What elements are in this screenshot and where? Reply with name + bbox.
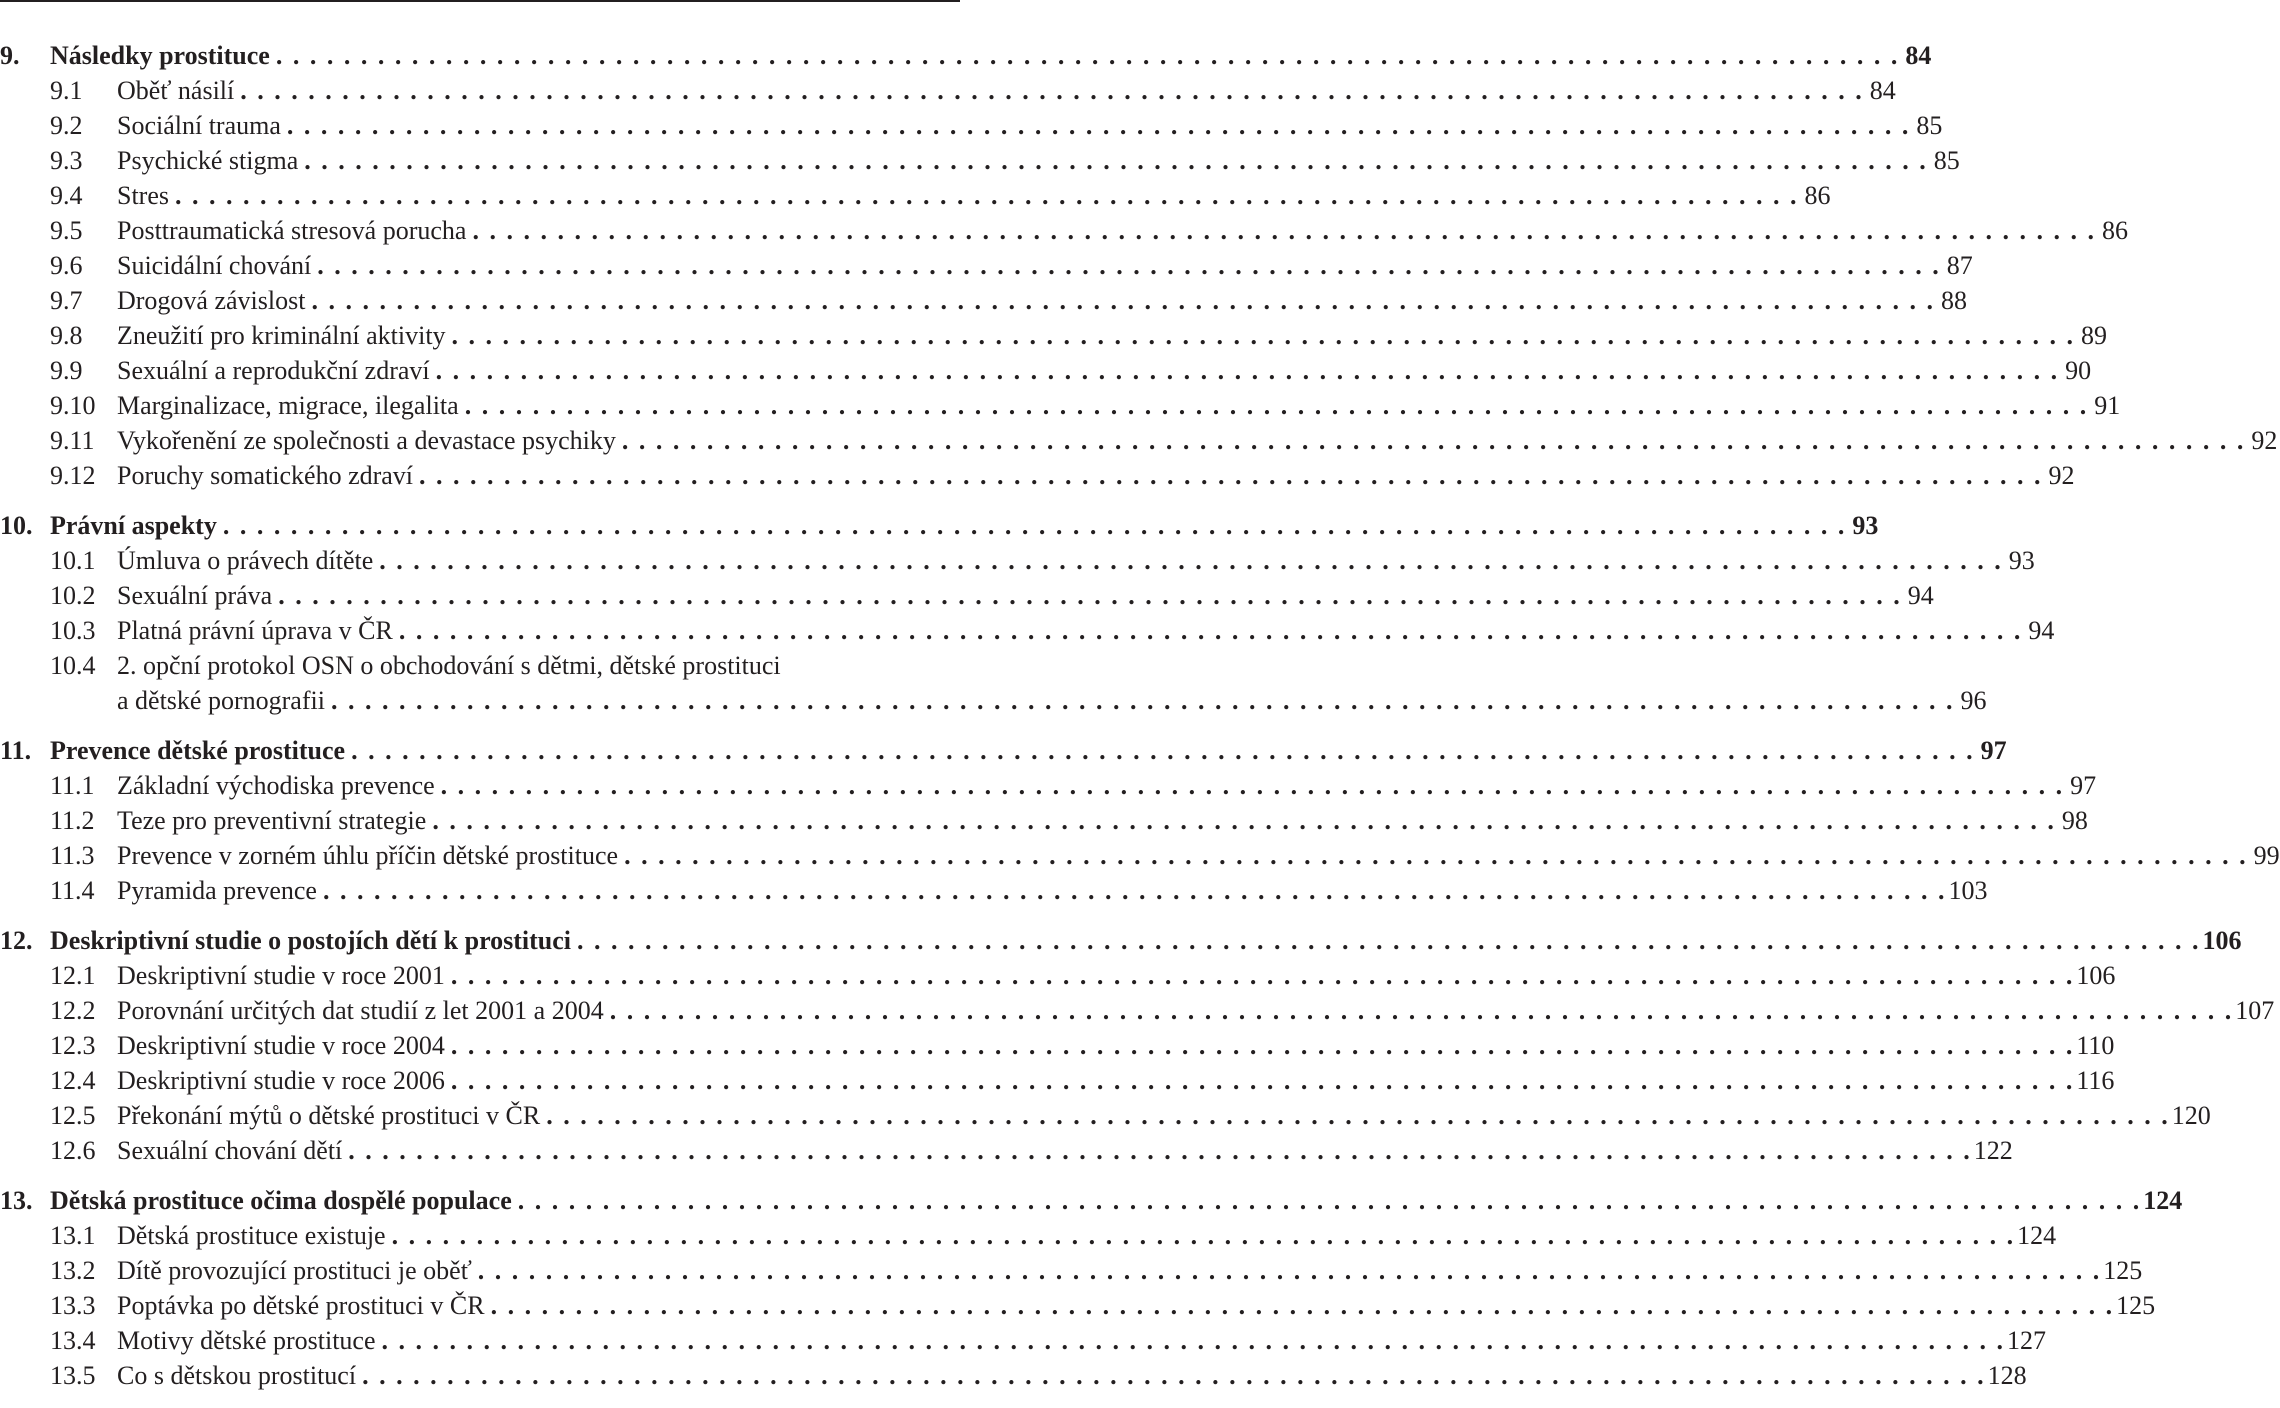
chapter-page-number: 93 [1852, 511, 1879, 540]
chapter-page-number: 124 [2143, 1186, 2183, 1215]
toc-entry[interactable] [0, 248, 1973, 283]
entry-number: 12.4 [50, 1066, 96, 1095]
toc-chapter [0, 733, 2280, 908]
toc-chapter-heading[interactable] [0, 38, 1932, 73]
entry-title: Zneužití pro kriminální aktivity [117, 321, 446, 350]
entry-page-number: 91 [2094, 391, 2121, 420]
entry-page-number: 87 [1946, 251, 1973, 280]
entry-number: 9.11 [50, 426, 95, 455]
toc-entry[interactable] [0, 318, 2108, 353]
entry-number: 12.6 [50, 1136, 96, 1165]
entry-page-number: 98 [2061, 806, 2088, 835]
toc-entry[interactable] [0, 613, 2055, 648]
dot-leader [451, 1028, 2073, 1063]
toc-entry[interactable] [0, 1288, 2156, 1323]
toc-entry[interactable] [0, 73, 1896, 108]
entry-number: 9.7 [50, 286, 83, 315]
toc-entry[interactable] [0, 648, 952, 683]
entry-number: 13.1 [50, 1221, 96, 1250]
dot-leader [441, 768, 2063, 803]
dot-leader [419, 458, 2041, 493]
entry-number: 9.3 [50, 146, 83, 175]
entry-page-number: 94 [2028, 616, 2055, 645]
entry-page-number: 110 [2076, 1031, 2115, 1060]
entry-title: Marginalizace, migrace, ilegalita [117, 391, 459, 420]
dot-leader [546, 1098, 2168, 1133]
toc-entry[interactable] [0, 1133, 2013, 1168]
toc-entry[interactable] [0, 108, 1943, 143]
dot-leader [348, 1133, 1970, 1168]
entry-number: 11.2 [50, 806, 95, 835]
entry-number: 9.9 [50, 356, 83, 385]
toc-chapter [0, 38, 2278, 493]
dot-leader [379, 543, 2001, 578]
toc-chapter-heading[interactable] [0, 733, 2007, 768]
entry-title: Pyramida prevence [117, 876, 317, 905]
dot-leader [331, 683, 1953, 718]
chapter-number: 9. [0, 41, 20, 70]
dot-leader [278, 578, 1900, 613]
dot-leader [610, 993, 2232, 1028]
entry-title: Suicidální chování [117, 251, 312, 280]
dot-leader [317, 248, 1939, 283]
entry-number: 12.1 [50, 961, 96, 990]
dot-leader [392, 1218, 2014, 1253]
chapter-number: 12. [0, 926, 33, 955]
table-of-contents [0, 38, 2280, 1408]
dot-leader [223, 508, 1845, 543]
entry-title: Teze pro preventivní strategie [117, 806, 427, 835]
entry-number: 10.2 [50, 581, 96, 610]
toc-entry[interactable] [0, 1358, 2027, 1393]
entry-number: 10.4 [50, 651, 96, 680]
entry-number: 9.5 [50, 216, 83, 245]
entry-title: Úmluva o právech dítěte [117, 546, 374, 575]
toc-entry[interactable] [0, 423, 2278, 458]
toc-chapter-heading[interactable] [0, 1183, 2183, 1218]
entry-title: Platná právní úprava v ČR [117, 616, 393, 645]
entry-title: Překonání mýtů o dětské prostituci v ČR [117, 1101, 541, 1130]
toc-entry[interactable] [0, 993, 2275, 1028]
entry-title: Základní východiska prevence [117, 771, 435, 800]
entry-page-number: 86 [2101, 216, 2128, 245]
entry-number: 9.2 [50, 111, 83, 140]
toc-entry[interactable] [0, 803, 2088, 838]
dot-leader [311, 283, 1933, 318]
entry-title: Prevence v zorném úhlu příčin dětské prostituce [117, 841, 619, 870]
entry-number: 9.8 [50, 321, 83, 350]
entry-number: 12.5 [50, 1101, 96, 1130]
entry-title: Sexuální práva [117, 581, 273, 610]
entry-number: 11.1 [50, 771, 95, 800]
dot-leader [287, 108, 1909, 143]
entry-number: 10.3 [50, 616, 96, 645]
toc-entry[interactable] [0, 1028, 2115, 1063]
entry-title: Co s dětskou prostitucí [117, 1361, 357, 1390]
entry-page-number: 85 [1916, 111, 1943, 140]
dot-leader [323, 873, 1945, 908]
dot-leader [382, 1323, 2004, 1358]
entry-title: Dítě provozující prostituci je oběť [117, 1256, 472, 1285]
toc-entry[interactable] [0, 1218, 2057, 1253]
toc-entry[interactable] [0, 178, 1831, 213]
entry-title: Motivy dětské prostituce [117, 1326, 376, 1355]
toc-chapter [0, 508, 2055, 718]
dot-leader [478, 1253, 2100, 1288]
entry-page-number: 90 [2065, 356, 2092, 385]
toc-entry[interactable] [0, 388, 2121, 423]
entry-page-number: 120 [2171, 1101, 2211, 1130]
toc-entry[interactable] [0, 1253, 2143, 1288]
entry-number: 13.4 [50, 1326, 96, 1355]
entry-page-number: 94 [1907, 581, 1934, 610]
chapter-number: 10. [0, 511, 33, 540]
toc-entry[interactable] [0, 1098, 2211, 1133]
chapter-page-number: 106 [2202, 926, 2242, 955]
entry-number: 9.1 [50, 76, 83, 105]
toc-entry[interactable] [0, 958, 2116, 993]
toc-chapter [0, 1183, 2183, 1393]
dot-leader [491, 1288, 2113, 1323]
top-rule [0, 0, 960, 2]
entry-title: Porovnání určitých dat studií z let 2001 a 2004 [117, 996, 604, 1025]
toc-entry[interactable] [0, 143, 1960, 178]
entry-number: 9.10 [50, 391, 96, 420]
toc-chapter-heading[interactable] [0, 923, 2242, 958]
toc-entry[interactable] [0, 768, 2097, 803]
entry-title: Dětská prostituce existuje [117, 1221, 386, 1250]
entry-page-number: 92 [2251, 426, 2278, 455]
toc-chapter [0, 923, 2275, 1168]
entry-number: 9.6 [50, 251, 83, 280]
entry-page-number: 85 [1933, 146, 1960, 175]
entry-title: Deskriptivní studie v roce 2006 [117, 1066, 445, 1095]
toc-entry[interactable] [0, 353, 2092, 388]
entry-title-continuation: a dětské pornografii [117, 686, 325, 715]
entry-page-number: 122 [1973, 1136, 2013, 1165]
entry-title: Sexuální a reprodukční zdraví [117, 356, 430, 385]
dot-leader [451, 1063, 2073, 1098]
entry-number: 13.3 [50, 1291, 96, 1320]
entry-number: 13.2 [50, 1256, 96, 1285]
entry-page-number: 106 [2076, 961, 2116, 990]
entry-page-number: 125 [2116, 1291, 2156, 1320]
entry-page-number: 97 [2070, 771, 2097, 800]
chapter-title: Deskriptivní studie o postojích dětí k prostituci [50, 926, 572, 955]
entry-page-number: 93 [2008, 546, 2035, 575]
dot-leader [399, 613, 2021, 648]
chapter-title: Následky prostituce [50, 41, 270, 70]
entry-number: 11.4 [50, 876, 95, 905]
entry-page-number: 125 [2103, 1256, 2143, 1285]
entry-title: Psychické stigma [117, 146, 299, 175]
toc-entry[interactable] [0, 543, 2035, 578]
chapter-number: 13. [0, 1186, 33, 1215]
toc-chapter-heading[interactable] [0, 508, 1879, 543]
entry-page-number: 124 [2017, 1221, 2057, 1250]
chapter-title: Právní aspekty [50, 511, 217, 540]
entry-page-number: 89 [2081, 321, 2108, 350]
entry-number: 12.3 [50, 1031, 96, 1060]
entry-page-number: 127 [2007, 1326, 2047, 1355]
entry-page-number: 99 [2253, 841, 2280, 870]
entry-page-number: 128 [1987, 1361, 2027, 1390]
entry-page-number: 116 [2076, 1066, 2115, 1095]
toc-entry[interactable] [0, 283, 1967, 318]
entry-title: Oběť násilí [117, 76, 235, 105]
chapter-title: Prevence dětské prostituce [50, 736, 346, 765]
dot-leader [304, 143, 1926, 178]
toc-entry[interactable] [0, 213, 2128, 248]
entry-title: 2. opční protokol OSN o obchodování s dětmi, dětské prostituci [117, 651, 781, 680]
entry-page-number: 86 [1804, 181, 1831, 210]
entry-title: Deskriptivní studie v roce 2001 [117, 961, 445, 990]
dot-leader [472, 213, 2094, 248]
entry-title: Poruchy somatického zdraví [117, 461, 414, 490]
toc-entry[interactable] [0, 1063, 2115, 1098]
chapter-title: Dětská prostituce očima dospělé populace [50, 1186, 512, 1215]
entry-title: Sociální trauma [117, 111, 281, 140]
entry-number: 12.2 [50, 996, 96, 1025]
entry-page-number: 84 [1869, 76, 1896, 105]
dot-leader [240, 73, 1862, 108]
entry-page-number: 107 [2235, 996, 2275, 1025]
toc-entry-continuation[interactable] [0, 683, 1987, 718]
entry-number: 13.5 [50, 1361, 96, 1390]
dot-leader [622, 423, 2244, 458]
dot-leader [452, 318, 2074, 353]
entry-title: Posttraumatická stresová porucha [117, 216, 467, 245]
dot-leader [577, 923, 2199, 958]
chapter-number: 11. [0, 736, 32, 765]
dot-leader [362, 1358, 1984, 1393]
dot-leader [175, 178, 1797, 213]
entry-number: 11.3 [50, 841, 95, 870]
chapter-page-number: 97 [1980, 736, 2007, 765]
entry-page-number: 96 [1960, 686, 1987, 715]
entry-number: 9.4 [50, 181, 83, 210]
toc-entry[interactable] [0, 838, 2280, 873]
entry-title: Poptávka po dětské prostituci v ČR [117, 1291, 485, 1320]
entry-page-number: 103 [1948, 876, 1988, 905]
toc-entry[interactable] [0, 458, 2075, 493]
dot-leader [624, 838, 2246, 873]
dot-leader [351, 733, 1973, 768]
dot-leader [451, 958, 2073, 993]
dot-leader [432, 803, 2054, 838]
entry-title: Drogová závislost [117, 286, 306, 315]
entry-title: Sexuální chování dětí [117, 1136, 343, 1165]
chapter-page-number: 84 [1905, 41, 1932, 70]
entry-title: Deskriptivní studie v roce 2004 [117, 1031, 445, 1060]
dot-leader [276, 38, 1898, 73]
dot-leader [465, 388, 2087, 423]
entry-title: Vykořenění ze společnosti a devastace psychiky [117, 426, 616, 455]
toc-entry[interactable] [0, 873, 1988, 908]
entry-page-number: 92 [2048, 461, 2075, 490]
entry-title: Stres [117, 181, 169, 210]
entry-page-number: 88 [1940, 286, 1967, 315]
toc-entry[interactable] [0, 578, 1934, 613]
entry-number: 9.12 [50, 461, 96, 490]
entry-number: 10.1 [50, 546, 96, 575]
toc-entry[interactable] [0, 1323, 2047, 1358]
dot-leader [518, 1183, 2140, 1218]
dot-leader [436, 353, 2058, 388]
